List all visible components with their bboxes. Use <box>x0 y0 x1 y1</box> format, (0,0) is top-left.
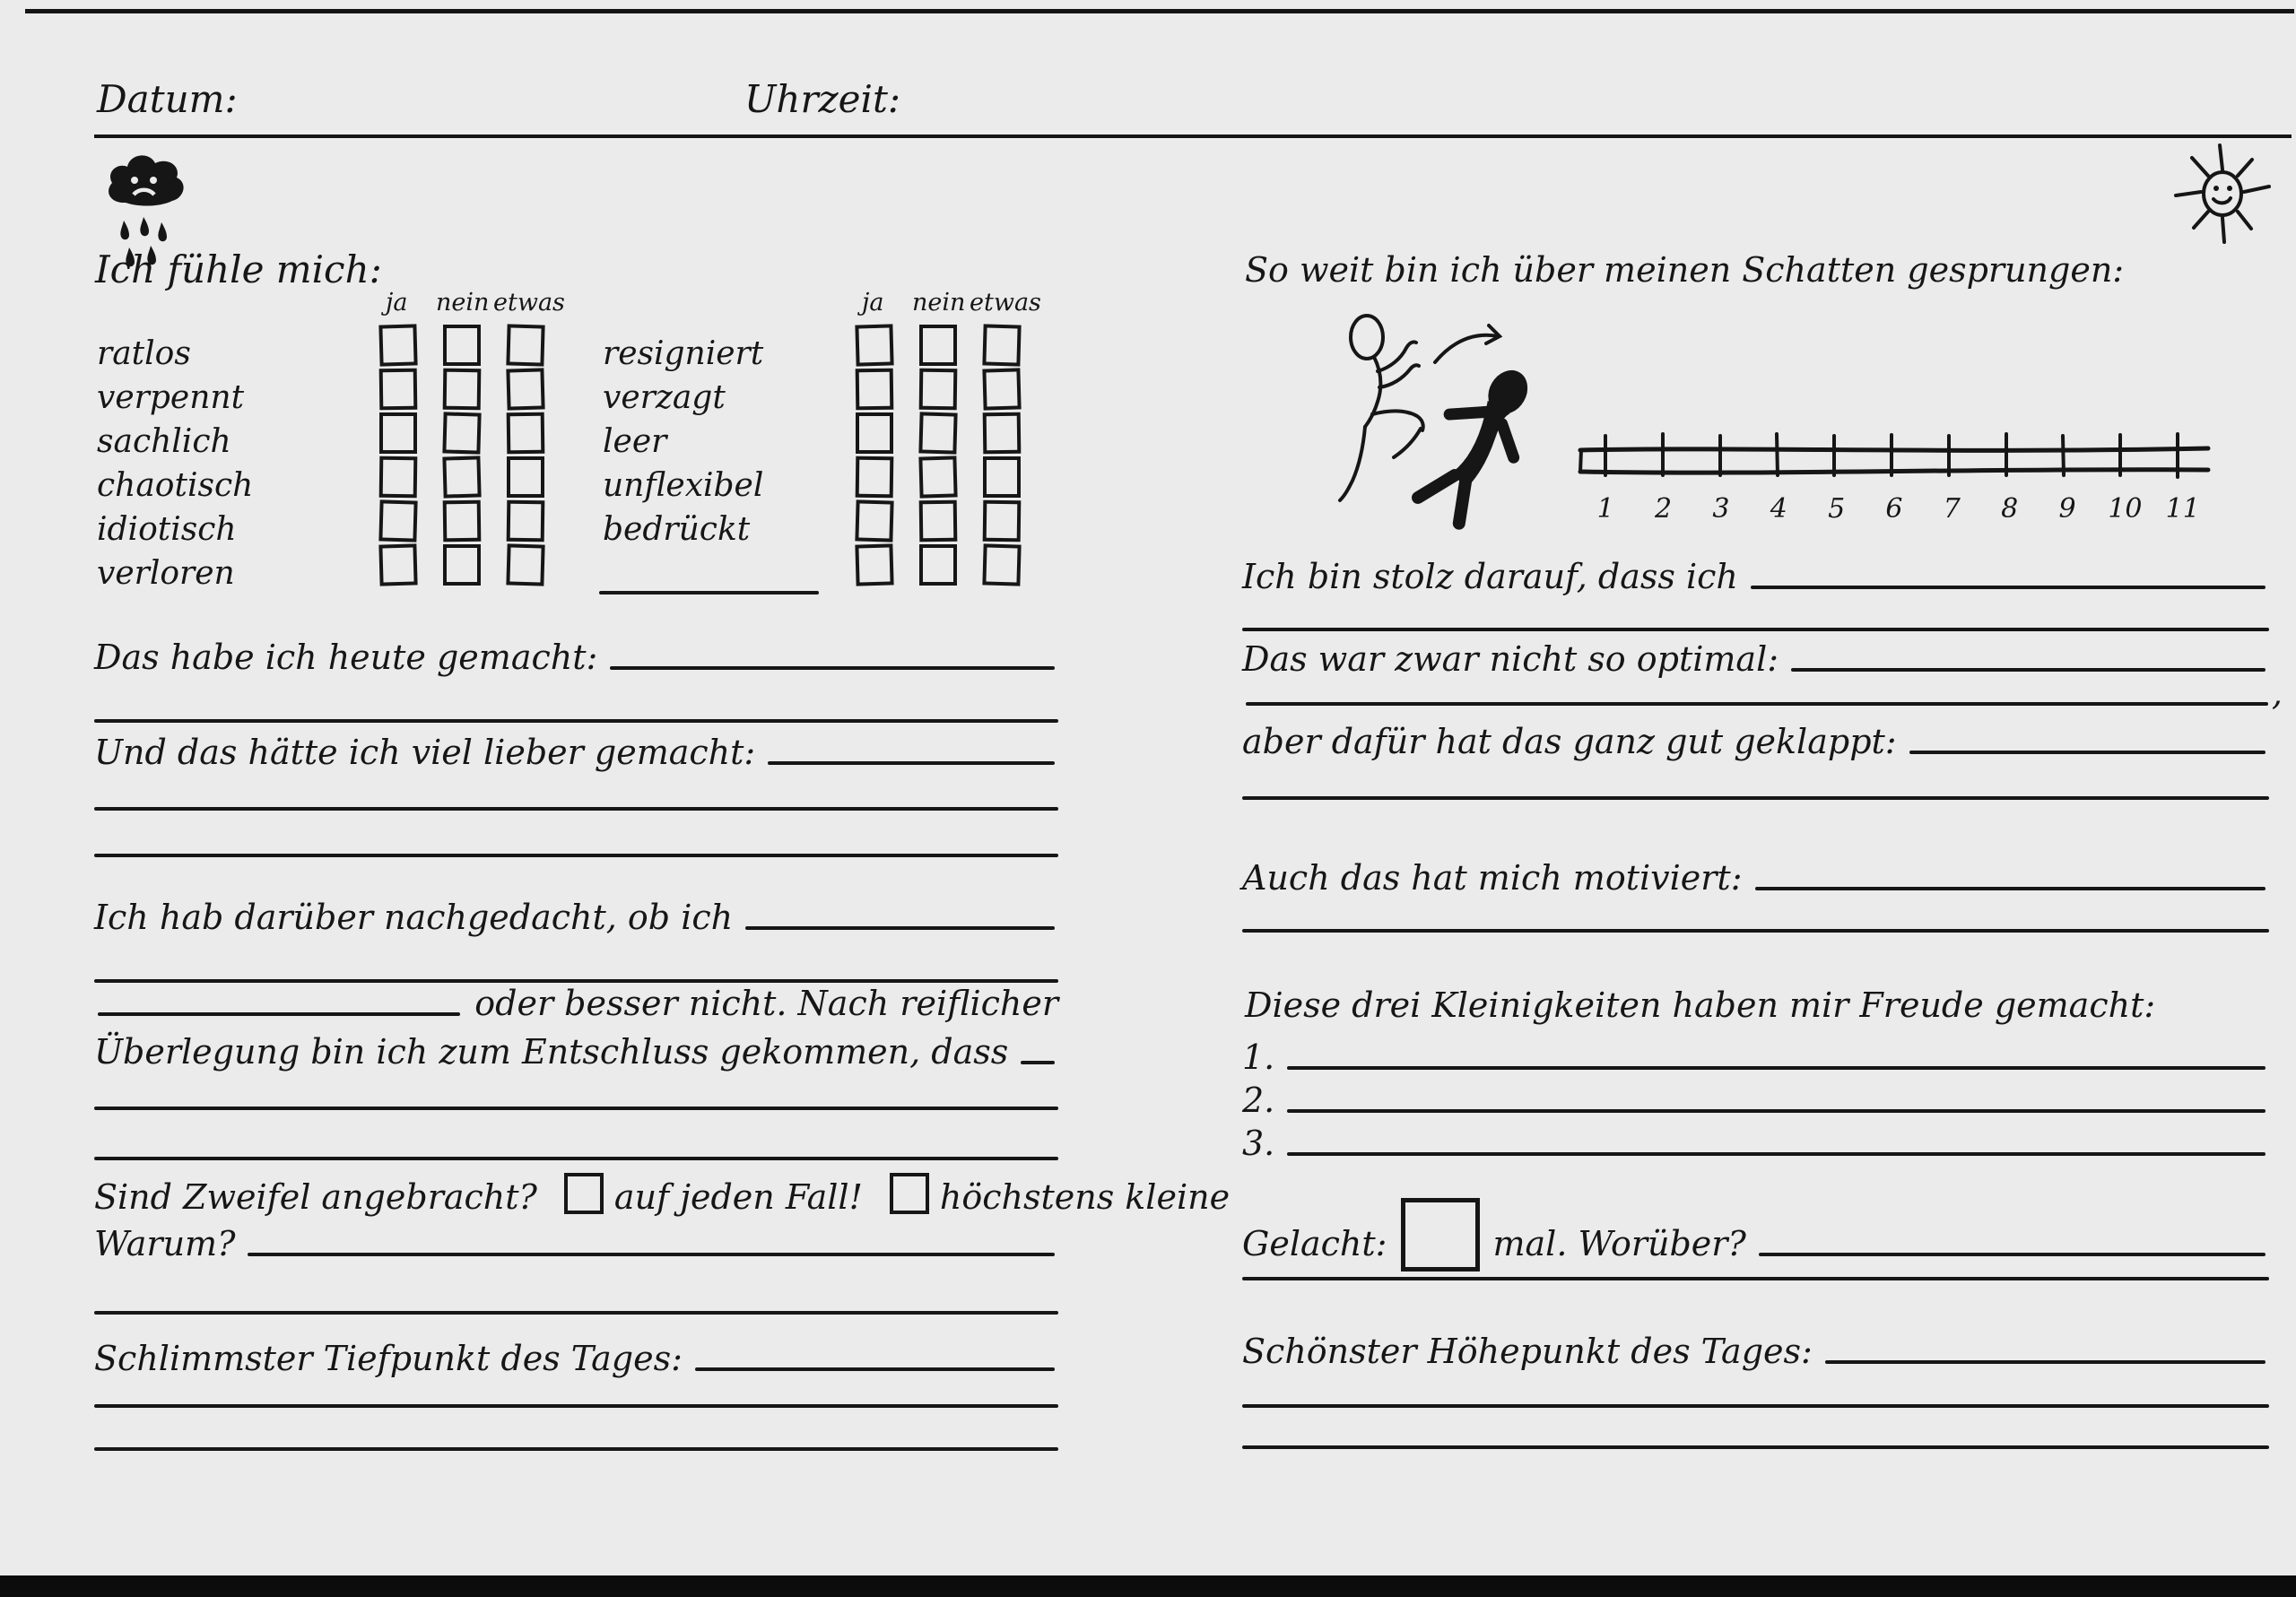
feeling-checkbox[interactable] <box>443 369 482 411</box>
feeling-checkbox[interactable] <box>379 369 418 411</box>
answer-line[interactable] <box>1021 1061 1055 1064</box>
question-label: Das habe ich heute gemacht: <box>94 638 598 677</box>
feeling-word: sachlich <box>97 423 231 460</box>
scale-tick[interactable]: 4 <box>1770 493 1787 525</box>
feeling-checkbox[interactable] <box>506 324 544 366</box>
question-row <box>94 985 1058 1024</box>
sun-icon <box>2169 140 2276 247</box>
question-label: aber dafür hat das ganz gut geklappt: <box>1242 722 1897 761</box>
doubts-option-label: höchstens kleine <box>939 1177 1231 1218</box>
feeling-checkbox[interactable] <box>918 412 957 454</box>
feeling-checkbox[interactable] <box>982 368 1021 410</box>
question-label: Schlimmster Tiefpunkt des Tages: <box>94 1339 683 1378</box>
question-label: Gelacht: <box>1242 1224 1387 1264</box>
question-row <box>1242 1332 2269 1372</box>
question-row <box>94 638 1058 678</box>
answer-line[interactable] <box>1755 887 2266 890</box>
answer-line[interactable] <box>94 1311 1058 1315</box>
scale-tick-labels <box>1577 493 2212 525</box>
question-row <box>1242 674 2283 714</box>
question-row <box>1242 723 2269 762</box>
feelings-title: Ich fühle mich: <box>95 247 382 291</box>
answer-line[interactable] <box>94 854 1058 857</box>
column-header-nein: nein <box>436 289 490 317</box>
feeling-checkbox[interactable] <box>919 500 958 542</box>
feeling-checkbox[interactable] <box>507 456 544 498</box>
feeling-checkbox[interactable] <box>442 412 481 454</box>
feeling-checkbox[interactable] <box>919 369 958 411</box>
column-header-ja: ja <box>862 289 884 317</box>
scale-tick[interactable]: 5 <box>1828 493 1846 525</box>
comma-mark: , <box>2271 673 2283 713</box>
answer-line[interactable] <box>94 1157 1058 1160</box>
feeling-checkbox[interactable] <box>919 325 957 366</box>
header-underline <box>94 135 2292 138</box>
feeling-checkbox[interactable] <box>443 544 481 586</box>
feeling-checkbox[interactable] <box>983 456 1021 498</box>
custom-feeling-line[interactable] <box>599 591 819 595</box>
feelings-checkbox-grid-2 <box>856 325 1062 594</box>
feeling-checkbox[interactable] <box>856 412 893 454</box>
question-row <box>94 1340 1058 1379</box>
feeling-checkbox[interactable] <box>506 368 544 410</box>
list-item-row <box>1242 1038 2269 1078</box>
column-header-ja: ja <box>386 289 408 317</box>
question-label: mal. Worüber? <box>1492 1224 1746 1264</box>
feeling-checkbox[interactable] <box>378 499 417 542</box>
feeling-checkbox[interactable] <box>378 543 417 586</box>
answer-line[interactable] <box>1242 929 2269 933</box>
doubts-option-label: auf jeden Fall! <box>613 1177 863 1218</box>
feeling-checkbox[interactable] <box>507 500 545 542</box>
list-item-row <box>1242 1081 2269 1121</box>
feeling-checkbox[interactable] <box>443 500 482 542</box>
answer-line[interactable] <box>98 1012 460 1016</box>
answer-line[interactable] <box>94 1447 1058 1451</box>
top-edge-rule <box>25 9 2294 13</box>
feeling-checkbox[interactable] <box>378 324 417 366</box>
list-number: 2. <box>1242 1081 1275 1120</box>
three-things-title: Diese drei Kleinigkeiten haben mir Freude gemacht: <box>1245 985 2156 1025</box>
question-label: oder besser nicht. Nach reiflicher <box>474 984 1058 1023</box>
laughed-row <box>1242 1198 2269 1264</box>
question-row <box>1242 859 2269 898</box>
feeling-checkbox[interactable] <box>379 456 418 499</box>
feeling-checkbox[interactable] <box>379 412 417 454</box>
list-number: 1. <box>1242 1037 1275 1077</box>
feeling-word: verpennt <box>97 379 245 416</box>
scale-tick[interactable]: 2 <box>1654 493 1673 525</box>
feeling-checkbox[interactable] <box>855 324 893 366</box>
question-row <box>94 898 1058 938</box>
feeling-word: leer <box>603 423 667 460</box>
feeling-checkbox[interactable] <box>855 499 893 542</box>
question-label: Ich hab darüber nachgedacht, ob ich <box>94 898 734 937</box>
answer-line[interactable] <box>768 761 1055 765</box>
feeling-checkbox[interactable] <box>983 500 1022 542</box>
answer-line[interactable] <box>94 719 1058 723</box>
answer-line[interactable] <box>248 1253 1055 1256</box>
shadow-jump-figure <box>1329 307 1589 540</box>
answer-line[interactable] <box>1242 1445 2269 1449</box>
question-label: Auch das hat mich motiviert: <box>1242 858 1743 898</box>
question-label: Sind Zweifel angebracht? <box>94 1177 537 1218</box>
feeling-word: ratlos <box>97 335 191 372</box>
scale-tick[interactable]: 9 <box>2058 493 2076 525</box>
scale-tick[interactable]: 1 <box>1596 493 1614 525</box>
list-number: 3. <box>1242 1124 1275 1163</box>
question-label: Warum? <box>94 1224 236 1263</box>
feeling-checkbox[interactable] <box>507 412 545 455</box>
feeling-word: idiotisch <box>97 511 237 548</box>
feeling-checkbox[interactable] <box>982 324 1021 366</box>
answer-line[interactable] <box>1242 796 2269 800</box>
question-label: Ich bin stolz darauf, dass ich <box>1242 557 1738 596</box>
question-row <box>94 1033 1058 1072</box>
scale-tick[interactable]: 8 <box>2001 493 2019 525</box>
laughed-count-box[interactable] <box>1401 1198 1480 1272</box>
scale-tick[interactable]: 10 <box>2108 493 2143 525</box>
feeling-word: bedrückt <box>603 511 751 548</box>
answer-line[interactable] <box>1287 1066 2266 1070</box>
shadow-jump-title: So weit bin ich über meinen Schatten gesprungen: <box>1245 250 2125 290</box>
column-header-nein: nein <box>912 289 966 317</box>
feeling-checkbox[interactable] <box>918 456 957 498</box>
answer-line[interactable] <box>94 807 1058 811</box>
doubts-row <box>94 1173 1231 1218</box>
feeling-word: verloren <box>97 555 235 592</box>
feeling-word: chaotisch <box>97 467 254 504</box>
answer-line[interactable] <box>94 1107 1058 1110</box>
question-label: Das war zwar nicht so optimal: <box>1242 639 1779 679</box>
date-label: Datum: <box>97 77 238 121</box>
answer-line[interactable] <box>1246 702 2268 706</box>
feeling-checkbox[interactable] <box>443 325 481 366</box>
feelings-checkbox-grid-1 <box>379 325 586 594</box>
feeling-checkbox[interactable] <box>856 456 894 499</box>
question-label: Überlegung bin ich zum Entschluss gekommen, dass <box>94 1032 1009 1072</box>
answer-line[interactable] <box>1242 1277 2269 1280</box>
feeling-checkbox[interactable] <box>856 369 894 411</box>
answer-line[interactable] <box>1287 1109 2266 1113</box>
time-label: Uhrzeit: <box>744 77 900 121</box>
question-row <box>94 733 1058 773</box>
answer-line[interactable] <box>1909 751 2266 754</box>
feeling-word: verzagt <box>603 379 726 416</box>
answer-line[interactable] <box>610 666 1055 670</box>
column-header-etwas: etwas <box>493 289 565 317</box>
feeling-checkbox[interactable] <box>855 543 893 586</box>
answer-line[interactable] <box>1242 1404 2269 1408</box>
feeling-checkbox[interactable] <box>982 543 1021 586</box>
doubts-checkbox-small[interactable] <box>890 1173 929 1214</box>
question-row <box>94 1225 1058 1264</box>
question-row <box>1242 558 2269 597</box>
feeling-word: unflexibel <box>603 467 764 504</box>
scale-tick[interactable]: 3 <box>1712 493 1730 525</box>
column-header-etwas: etwas <box>970 289 1041 317</box>
answer-line[interactable] <box>1242 628 2269 631</box>
doubts-checkbox-definitely[interactable] <box>564 1173 604 1214</box>
scale-tick[interactable]: 6 <box>1885 493 1903 525</box>
scale-tick[interactable]: 7 <box>1943 493 1961 525</box>
answer-line[interactable] <box>94 979 1058 983</box>
answer-line[interactable] <box>695 1367 1055 1371</box>
feeling-checkbox[interactable] <box>983 412 1022 455</box>
answer-line[interactable] <box>1825 1360 2266 1364</box>
answer-line[interactable] <box>745 926 1055 930</box>
answer-line[interactable] <box>94 1404 1058 1408</box>
feeling-checkbox[interactable] <box>506 543 544 586</box>
answer-line[interactable] <box>1791 668 2266 672</box>
feeling-checkbox[interactable] <box>442 456 481 498</box>
question-label: Schönster Höhepunkt des Tages: <box>1242 1332 1813 1371</box>
bottom-edge-bar <box>0 1575 2296 1597</box>
question-label: Und das hätte ich viel lieber gemacht: <box>94 733 756 772</box>
answer-line[interactable] <box>1759 1253 2266 1256</box>
answer-line[interactable] <box>1751 586 2266 589</box>
list-item-row <box>1242 1124 2269 1164</box>
feeling-word: resigniert <box>603 335 764 372</box>
shadow-jump-scale[interactable] <box>1575 430 2213 488</box>
answer-line[interactable] <box>1287 1152 2266 1156</box>
scale-tick[interactable]: 11 <box>2165 493 2200 525</box>
feeling-checkbox[interactable] <box>919 544 957 586</box>
